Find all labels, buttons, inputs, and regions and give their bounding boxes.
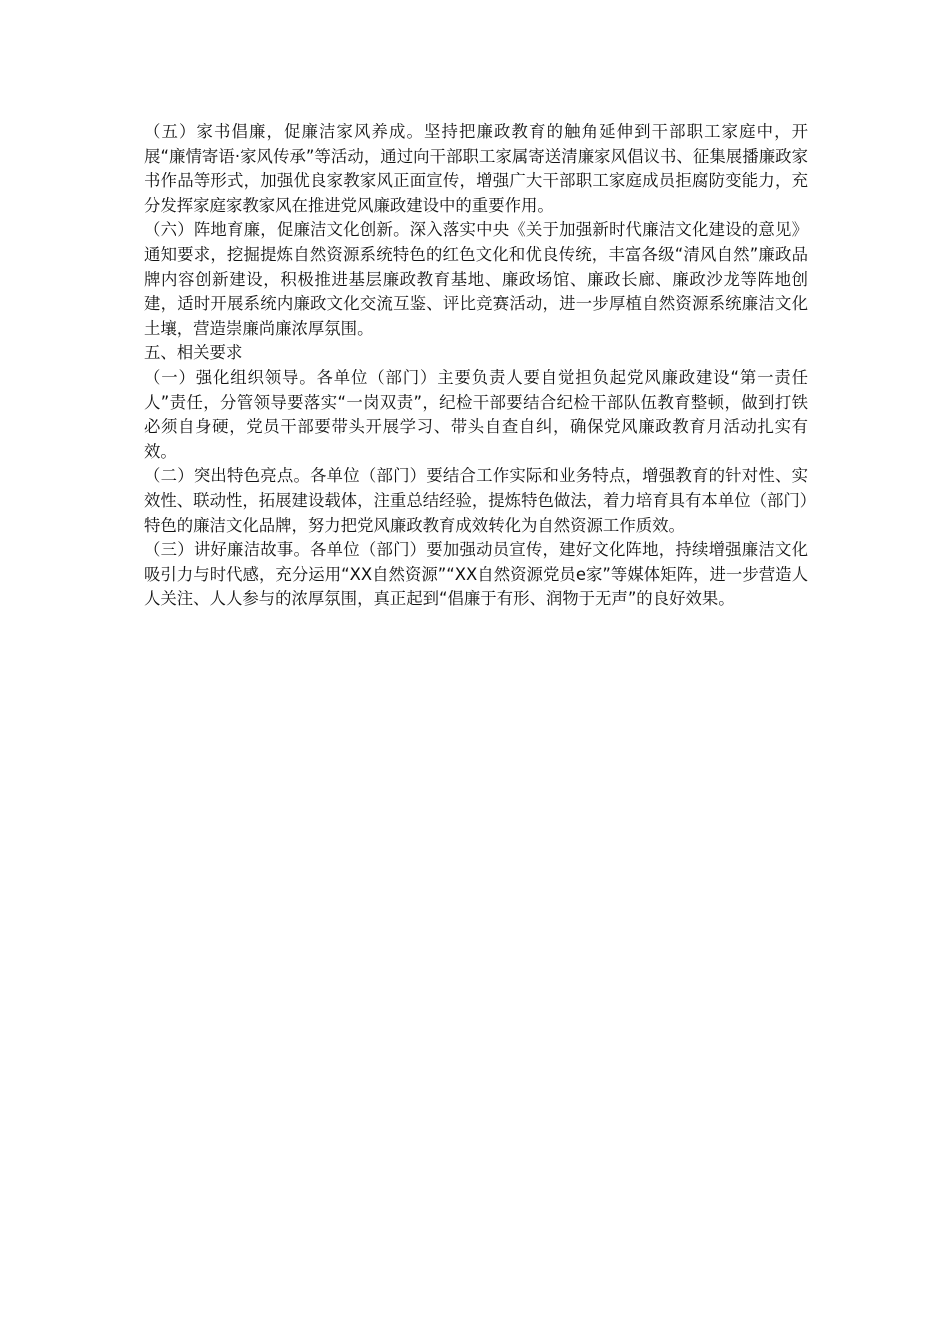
paragraph-family-letters: （五）家书倡廉，促廉洁家风养成。坚持把廉政教育的触角延伸到干部职工家庭中，开展“廉情寄语·家风传承”等活动，通过向干部职工家属寄送清廉家风倡议书、征集展播廉政家书作品等形式，加强优良家教家风正面宣传，增强广大干部职工家庭成员拒腐防变能力，充分发挥家庭家教家风在推进党风廉政建设中的重要作用。 (144, 122, 808, 215)
requirement-organization: （一）强化组织领导。各单位（部门）主要负责人要自觉担负起党风廉政建设“第一责任人”责任，分管领导要落实“一岗双责”，纪检干部要结合纪检干部队伍教育整顿，做到打铁必须自身硬，党员干部要带头开展学习、带头自查自纠，确保党风廉政教育月活动扎实有效。 (144, 367, 808, 461)
requirement-highlights: （二）突出特色亮点。各单位（部门）要结合工作实际和业务特点，增强教育的针对性、实效性、联动性，拓展建设载体，注重总结经验，提炼特色做法，着力培育具有本单位（部门）特色的廉洁文化品牌，努力把党风廉政教育成效转化为自然资源工作质效。 (144, 466, 808, 535)
section-heading: 五、相关要求 (144, 343, 243, 363)
paragraph-position-building: （六）阵地育廉，促廉洁文化创新。深入落实中央《关于加强新时代廉洁文化建设的意见》通知要求，挖掘提炼自然资源系统特色的红色文化和优良传统，丰富各级“清风自然”廉政品牌内容创新建设，积极推进基层廉政教育基地、廉政场馆、廉政长廊、廉政沙龙等阵地创建，适时开展系统内廉政文化交流互鉴、评比竞赛活动，进一步厚植自然资源系统廉洁文化土壤，营造崇廉尚廉浓厚氛围。 (144, 220, 808, 338)
requirement-stories: （三）讲好廉洁故事。各单位（部门）要加强动员宣传，建好文化阵地，持续增强廉洁文化吸引力与时代感，充分运用“XX自然资源”“XX自然资源党员e家”等媒体矩阵，进一步营造人人关注、人人参与的浓厚氛围，真正起到“倡廉于有形、润物于无声”的良好效果。 (144, 540, 808, 609)
document-page (144, 120, 808, 612)
